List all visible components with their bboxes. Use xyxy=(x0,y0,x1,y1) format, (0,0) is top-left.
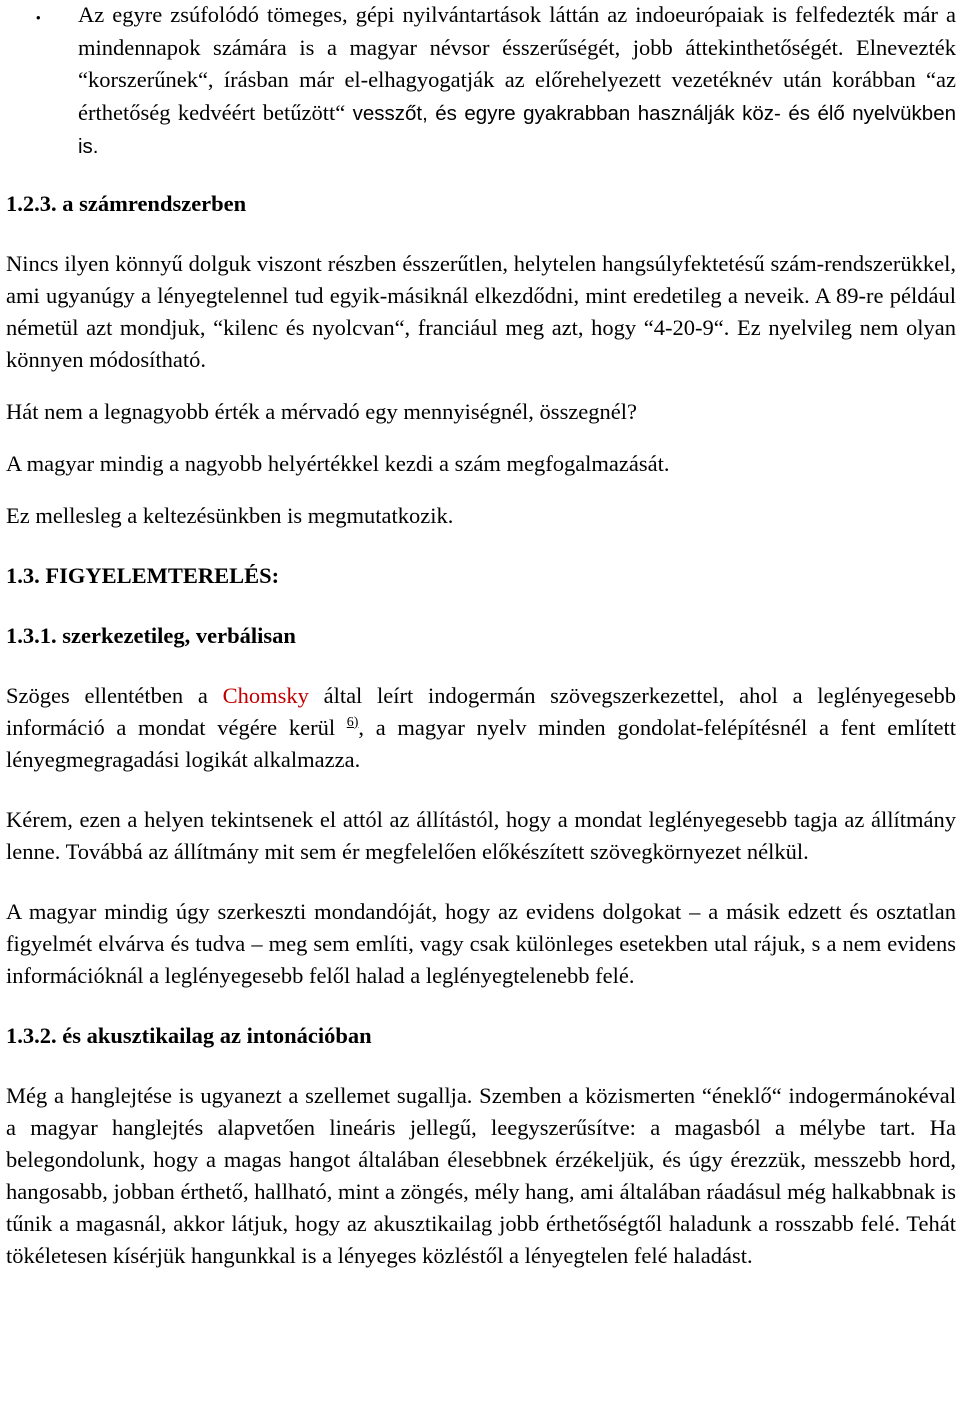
section-heading-1-2-3: 1.2.3. a számrendszerben xyxy=(6,190,247,216)
paragraph-chomsky xyxy=(6,680,956,776)
bullet-text-sans: vesszőt, és egyre gyakrabban használják köz- és élő nyelvükben is. xyxy=(78,101,956,158)
document-page xyxy=(6,0,956,1272)
paragraph-evidens: A magyar mindig úgy szerkeszti mondandóját, hogy az evidens dolgokat – a másik edzett és osztatlan figyelmét elvárva és tudva – meg sem említi, vagy csak különleges esetekben utal rájuk, s a nem evidens információknál a leglényegesebb felől halad a leglényegtelenebb felé. xyxy=(6,898,956,988)
chomsky-para-after: , a magyar nyelv minden gondolat-felépítésnél a fent említett lényegmegragadási logikát alkalmazza. xyxy=(6,714,957,772)
chomsky-para-middle: által leírt indogermán szövegszerkezettel, ahol a leglényegesebb információ a mondat végére kerül xyxy=(6,682,956,740)
paragraph-legnagyobb-ertek: Hát nem a legnagyobb érték a mérvadó egy mennyiségnél, összegnél? xyxy=(6,398,638,424)
footnote-reference[interactable]: 6) xyxy=(346,714,359,730)
section-heading-1-3-2: 1.3.2. és akusztikailag az intonációban xyxy=(6,1022,372,1048)
bullet-icon: • xyxy=(36,10,41,25)
bullet-text-serif: Az egyre zsúfolódó tömeges, gépi nyilvántartások láttán az indoeurópaiak is felfedezték már a mindennapok számára is a magyar névsor ésszerűségét, jobb áttekinthetőségét. Elnevezték “korszerűnek“, írásban már el-elhagyogatják az előrehelyezett vezetéknév után korábban “az érthetőség kedvéért betűzött“ xyxy=(78,2,956,125)
chomsky-name: Chomsky xyxy=(222,682,309,708)
bullet-paragraph xyxy=(6,0,956,164)
section-heading-1-3-1: 1.3.1. szerkezetileg, verbálisan xyxy=(6,622,296,648)
paragraph-helyertek: A magyar mindig a nagyobb helyértékkel kezdi a szám megfogalmazását. xyxy=(6,450,670,476)
paragraph-keltezes: Ez mellesleg a keltezésünkben is megmutatkozik. xyxy=(6,502,454,528)
paragraph-hanglejtes: Még a hanglejtése is ugyanezt a szellemet sugallja. Szemben a közismerten “éneklő“ indogermánokéval a magyar hanglejtés alapvetően lineáris jellegű, leegyszerűsítve: a magasból a mélybe tart. Ha belegondolunk, hogy a magas hangot általában élesebbnek érzékeljük, és úgy érezzük, messzebb hord, hangosabb, jobban érthető, hallható, mint a zöngés, mély hang, ami általában ráadásul még halkabbnak is tűnik a magasnál, akkor látjuk, hogy az akusztikailag jobb érthetőségtől haladunk a rosszabb felé. Tehát tökéletesen kísérjük hangunkkal is a lényeges közléstől a lényegtelen felé haladást. xyxy=(6,1082,956,1268)
chomsky-para-before: Szöges ellentétben a xyxy=(6,682,223,708)
paragraph-szamrendszer: Nincs ilyen könnyű dolguk viszont részben ésszerűtlen, helytelen hangsúlyfektetésű szám-rendszerükkel, ami ugyanúgy a lényegtelennel tud egyik-másiknál elkezdődni, mint eredetileg a neveik. A 89-re például németül azt mondjuk, “kilenc és nyolcvan“, franciául meg azt, hogy “4-20-9“. Ez nyelvileg nem olyan könnyen módosítható. xyxy=(6,250,956,372)
section-heading-1-3: 1.3. FIGYELEMTERELÉS: xyxy=(6,562,280,588)
paragraph-allitmany: Kérem, ezen a helyen tekintsenek el attól az állítástól, hogy a mondat leglényegesebb tagja az állítmány lenne. Továbbá az állítmány mit sem ér megfelelően előkészített szövegkörnyezet nélkül. xyxy=(6,806,956,864)
